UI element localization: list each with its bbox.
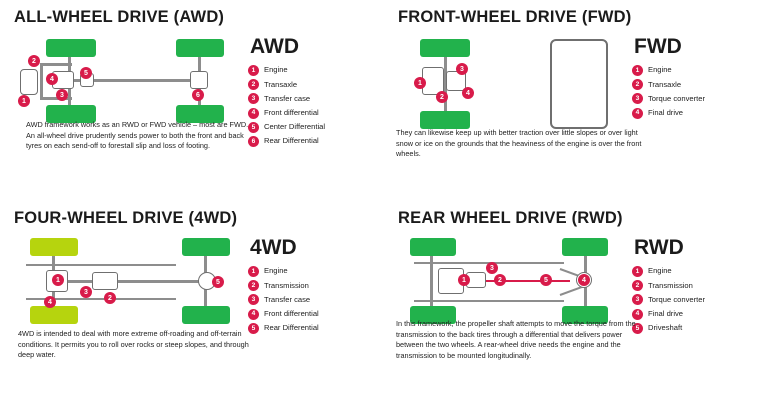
panel-fwd xyxy=(384,0,768,201)
legend-list-4wd xyxy=(248,266,368,334)
panel-4wd xyxy=(0,201,384,402)
tyre-rear-right xyxy=(182,306,230,324)
legend-title-awd: AWD xyxy=(250,35,299,58)
legend-number: 1 xyxy=(632,65,643,76)
list-item xyxy=(632,79,752,90)
legend-4wd xyxy=(248,236,368,337)
marker-1: 1 xyxy=(18,95,30,107)
legend-label: Torque converter xyxy=(648,294,705,304)
tyre-rear-left xyxy=(176,39,224,57)
rear-axle-outline xyxy=(550,39,608,129)
marker-2: 2 xyxy=(28,55,40,67)
list-item xyxy=(632,294,752,305)
tyre-rear-left xyxy=(182,238,230,256)
list-item xyxy=(248,65,368,76)
panel-awd xyxy=(0,0,384,201)
legend-number: 5 xyxy=(248,122,259,133)
list-item xyxy=(632,65,752,76)
legend-number: 2 xyxy=(248,79,259,90)
legend-label: Transmission xyxy=(648,280,693,290)
marker-4: 4 xyxy=(44,296,56,308)
list-item xyxy=(248,79,368,90)
list-item xyxy=(248,294,368,305)
legend-list-fwd xyxy=(632,65,752,119)
marker-4: 4 xyxy=(462,87,474,99)
legend-number: 1 xyxy=(248,65,259,76)
panel-title-awd: ALL-WHEEL DRIVE (AWD) xyxy=(14,8,225,26)
legend-number: 5 xyxy=(248,323,259,334)
legend-label: Transmission xyxy=(264,280,309,290)
marker-1: 1 xyxy=(52,274,64,286)
legend-number: 5 xyxy=(632,323,643,334)
legend-number: 6 xyxy=(248,136,259,147)
frame-rail-bottom xyxy=(414,300,564,302)
panel-title-4wd: FOUR-WHEEL DRIVE (4WD) xyxy=(14,209,238,227)
legend-label: Engine xyxy=(648,65,672,75)
legend-label: Front differential xyxy=(264,107,319,117)
legend-number: 4 xyxy=(632,108,643,119)
legend-label: Transaxle xyxy=(264,79,298,89)
legend-label: Engine xyxy=(264,266,288,276)
legend-label: Front differential xyxy=(264,308,319,318)
marker-5: 5 xyxy=(80,67,92,79)
marker-3: 3 xyxy=(456,63,468,75)
marker-5: 5 xyxy=(212,276,224,288)
legend-awd xyxy=(248,35,368,150)
legend-title-4wd: 4WD xyxy=(250,236,297,259)
panel-title-fwd: FRONT-WHEEL DRIVE (FWD) xyxy=(398,8,632,26)
list-item xyxy=(632,266,752,277)
marker-2: 2 xyxy=(494,274,506,286)
legend-label: Driveshaft xyxy=(648,323,683,333)
legend-number: 3 xyxy=(248,93,259,104)
list-item xyxy=(248,108,368,119)
legend-number: 4 xyxy=(248,108,259,119)
legend-title-fwd: FWD xyxy=(634,35,682,58)
driveshaft xyxy=(478,280,570,282)
legend-number: 3 xyxy=(632,294,643,305)
legend-number: 4 xyxy=(248,309,259,320)
marker-2: 2 xyxy=(436,91,448,103)
marker-1: 1 xyxy=(414,77,426,89)
tyre-front-left xyxy=(46,39,96,57)
tyre-front-left xyxy=(30,238,78,256)
legend-label: Rear Differential xyxy=(264,136,319,146)
legend-rwd xyxy=(632,236,752,337)
marker-2: 2 xyxy=(104,292,116,304)
list-item xyxy=(632,309,752,320)
legend-number: 3 xyxy=(248,294,259,305)
legend-fwd xyxy=(632,35,752,122)
caption-rwd: In this framework, the propeller shaft attempts to move the torque from the transmission to the back tires through a differential that delivers power between the two wheels. A rear-wheel drive needs the engine and the transmission to be mounted longitudinally. xyxy=(396,319,636,360)
list-item xyxy=(632,108,752,119)
legend-label: Center Differential xyxy=(264,122,326,132)
legend-label: Final drive xyxy=(648,107,684,117)
marker-3: 3 xyxy=(486,262,498,274)
marker-6: 6 xyxy=(192,89,204,101)
marker-3: 3 xyxy=(80,286,92,298)
side-rail-lower xyxy=(40,63,72,66)
frame-rail-top xyxy=(26,264,176,266)
caption-fwd: They can likewise keep up with better traction over little slopes or over light snow or ice on the grounds that the heaviness of the engine is over the front wheels. xyxy=(396,128,642,159)
legend-number: 1 xyxy=(632,266,643,277)
tyre-front-left xyxy=(420,39,470,57)
legend-title-rwd: RWD xyxy=(634,236,684,259)
list-item xyxy=(248,93,368,104)
engine-block xyxy=(20,69,38,95)
legend-number: 2 xyxy=(632,79,643,90)
legend-list-rwd xyxy=(632,266,752,334)
legend-label: Torque converter xyxy=(648,93,705,103)
tyre-rear-left xyxy=(562,238,608,256)
side-rail-upper xyxy=(40,63,43,99)
legend-label: Final drive xyxy=(648,308,684,318)
marker-1: 1 xyxy=(458,274,470,286)
list-item xyxy=(632,323,752,334)
marker-4: 4 xyxy=(46,73,58,85)
legend-label: Engine xyxy=(264,65,288,75)
caption-4wd: 4WD is intended to deal with more extreme off-roading and off-terrain conditions. It permits you to roll over rocks or steep slopes, and through deep water. xyxy=(18,329,249,360)
tyre-front-left xyxy=(410,238,456,256)
legend-number: 2 xyxy=(248,280,259,291)
list-item xyxy=(248,309,368,320)
marker-5: 5 xyxy=(540,274,552,286)
tyre-front-right xyxy=(30,306,78,324)
legend-label: Transaxle xyxy=(648,79,682,89)
list-item xyxy=(248,323,368,334)
legend-list-awd xyxy=(248,65,368,147)
list-item xyxy=(248,136,368,147)
list-item xyxy=(632,93,752,104)
legend-number: 2 xyxy=(632,280,643,291)
rear-differential-block xyxy=(190,71,208,89)
marker-3: 3 xyxy=(56,89,68,101)
propeller-shaft xyxy=(54,280,206,283)
tyre-front-right xyxy=(420,111,470,129)
panel-rwd xyxy=(384,201,768,402)
legend-number: 1 xyxy=(248,266,259,277)
legend-label: Engine xyxy=(648,266,672,276)
legend-label: Rear Differential xyxy=(264,323,319,333)
list-item xyxy=(632,280,752,291)
list-item xyxy=(248,122,368,133)
list-item xyxy=(248,266,368,277)
legend-number: 4 xyxy=(632,309,643,320)
transmission-block xyxy=(92,272,118,290)
marker-4: 4 xyxy=(578,274,590,286)
legend-number: 3 xyxy=(632,93,643,104)
legend-label: Transfer case xyxy=(264,294,311,304)
legend-label: Transfer case xyxy=(264,93,311,103)
caption-awd: AWD framework works as an RWD or FWD vehicle – most are FWD. An all-wheel drive prudently sends power to both the front and back tyres on each send-off to forestall slip and loss of footing. xyxy=(26,120,249,151)
list-item xyxy=(248,280,368,291)
panel-title-rwd: REAR WHEEL DRIVE (RWD) xyxy=(398,209,623,227)
